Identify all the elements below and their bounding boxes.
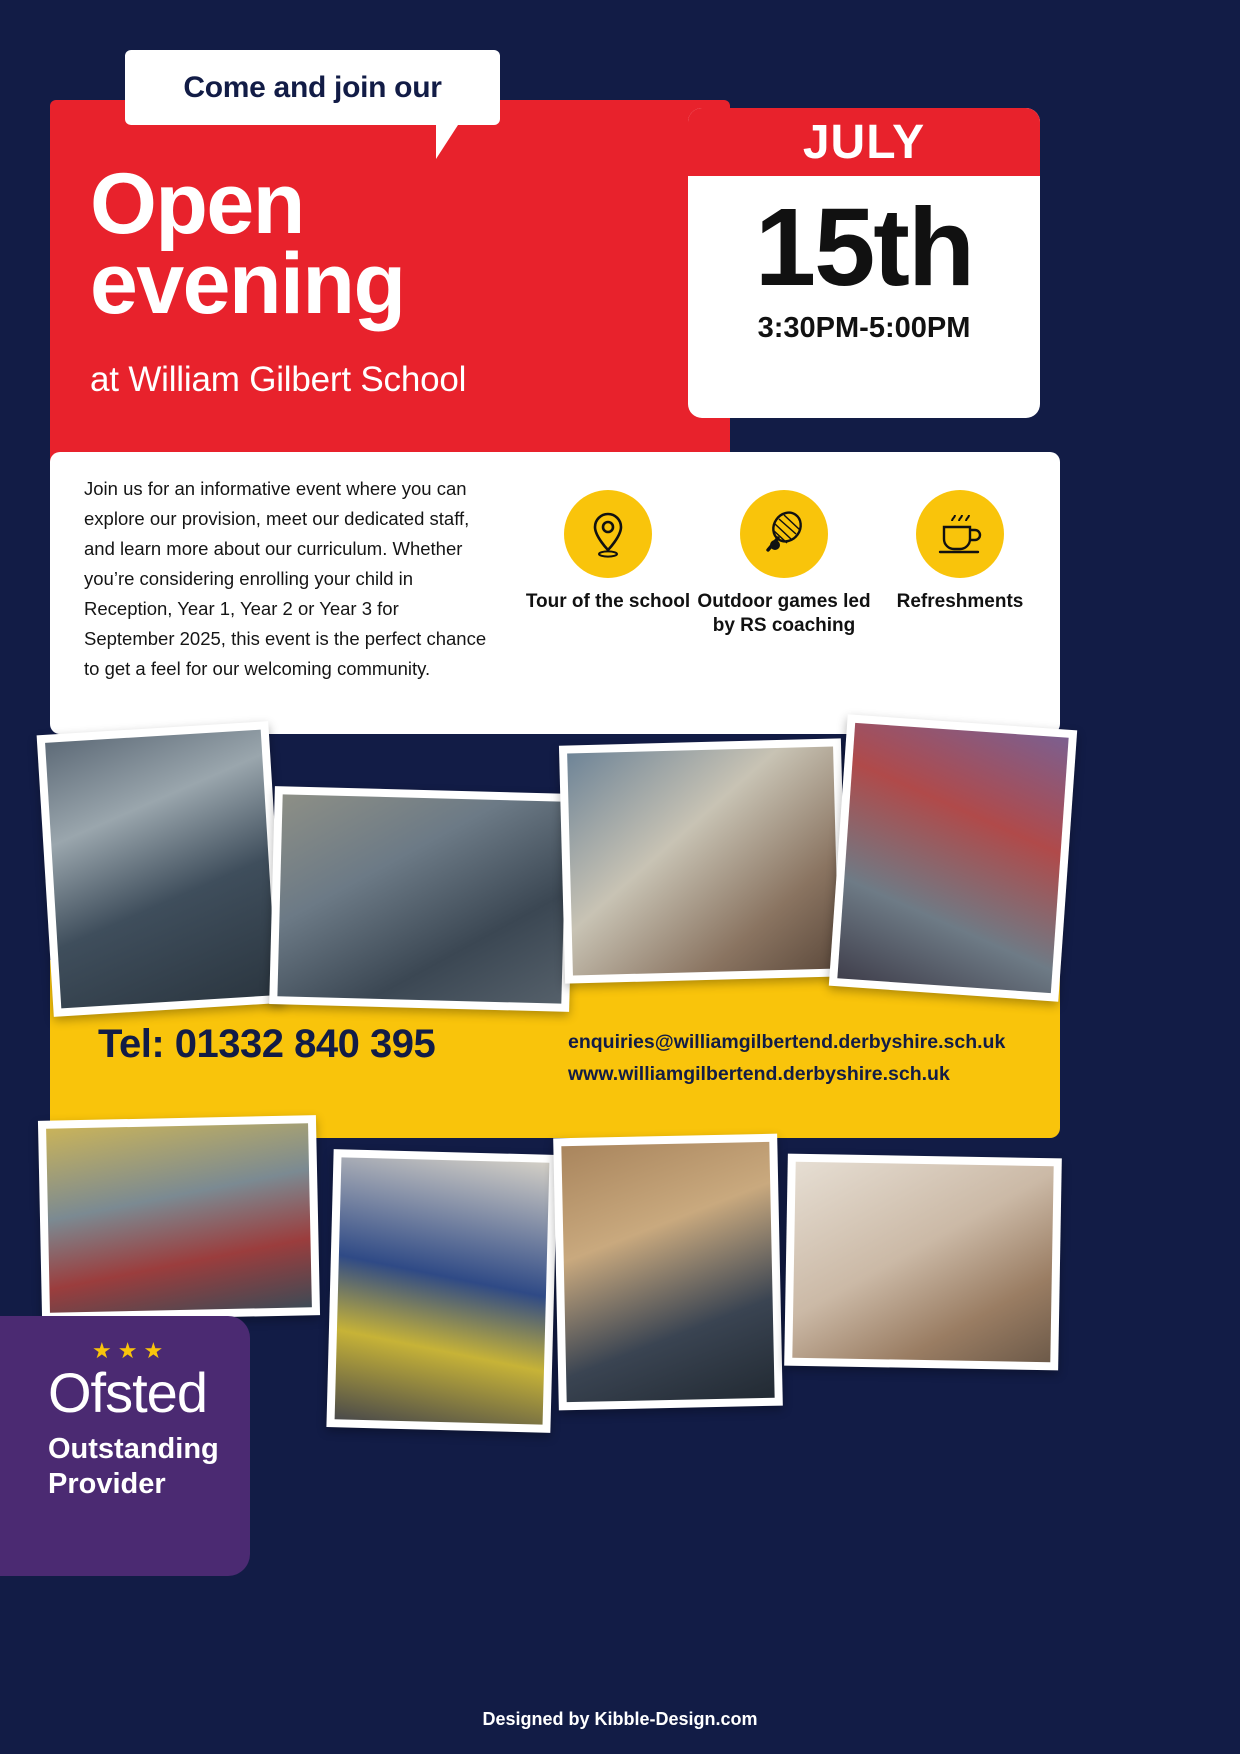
feature-tour-label: Tour of the school [525, 591, 691, 612]
date-card [688, 108, 1040, 418]
designer-credit: Designed by Kibble-Design.com [482, 1709, 758, 1729]
ofsted-badge [0, 1316, 250, 1576]
feature-list [520, 490, 1050, 638]
photo-painting-tray [326, 1149, 557, 1433]
photo-image [561, 1142, 774, 1402]
contact-details [568, 1026, 1005, 1090]
email-address[interactable]: enquiries@williamgilbertend.derbyshire.sch.uk [568, 1031, 1006, 1053]
ofsted-wordmark: Ofsted [48, 1361, 207, 1424]
photo-balance-bike [553, 1134, 783, 1411]
info-paragraph: Join us for an informative event where you can explore our provision, meet our dedicated staff, and learn more about our curriculum. Whether you’re considering enrolling your child in Reception, Year 1, Year 2 or Year 3 for September 2025, this event is the perfect chance to get a feel for our welcoming community. [84, 478, 487, 679]
photo-image [46, 1123, 312, 1312]
photo-image [792, 1162, 1053, 1362]
date-card-month-bar [688, 108, 1040, 176]
telephone: Tel: 01332 840 395 [98, 1022, 436, 1066]
date-day: 15th [754, 186, 974, 309]
photo-portrait-painting [784, 1154, 1062, 1371]
photo-image [567, 747, 839, 976]
photo-slide [37, 721, 286, 1017]
photo-fence-weaving [829, 714, 1077, 1001]
ofsted-rating-line-2: Provider [48, 1467, 166, 1500]
date-month: JULY [802, 115, 926, 169]
page-title [90, 156, 710, 332]
tennis-racket-icon [740, 490, 828, 578]
info-panel [50, 452, 1060, 734]
photo-image [45, 730, 277, 1009]
feature-tour [520, 490, 696, 638]
speech-bubble [125, 50, 500, 125]
photo-image [335, 1157, 550, 1424]
photo-hard-hats [38, 1115, 320, 1321]
photo-image [277, 794, 566, 1003]
photo-image [837, 723, 1068, 993]
feature-outdoor-games [696, 490, 872, 638]
speech-bubble-text: Come and join our [183, 70, 442, 104]
website-url[interactable]: www.williamgilbertend.derbyshire.sch.uk [568, 1063, 950, 1086]
ofsted-rating-line-1: Outstanding [48, 1433, 219, 1465]
ofsted-rating [48, 1432, 219, 1502]
page-subtitle: at William Gilbert School [90, 360, 467, 399]
ofsted-stars-icon: ★★★ [92, 1338, 170, 1363]
feature-refreshments-label: Refreshments [896, 591, 1024, 612]
photo-classroom-writing [559, 738, 847, 983]
feature-refreshments [872, 490, 1048, 638]
title-line-2: evening [90, 235, 405, 332]
event-time: 3:30PM-5:00PM [757, 311, 971, 344]
location-pin-icon [564, 490, 652, 578]
photo-outdoor-building [269, 786, 575, 1012]
coffee-cup-icon [916, 490, 1004, 578]
feature-outdoor-games-label: Outdoor games led by RS coaching [697, 591, 871, 636]
title-line-1: Open [90, 156, 304, 252]
